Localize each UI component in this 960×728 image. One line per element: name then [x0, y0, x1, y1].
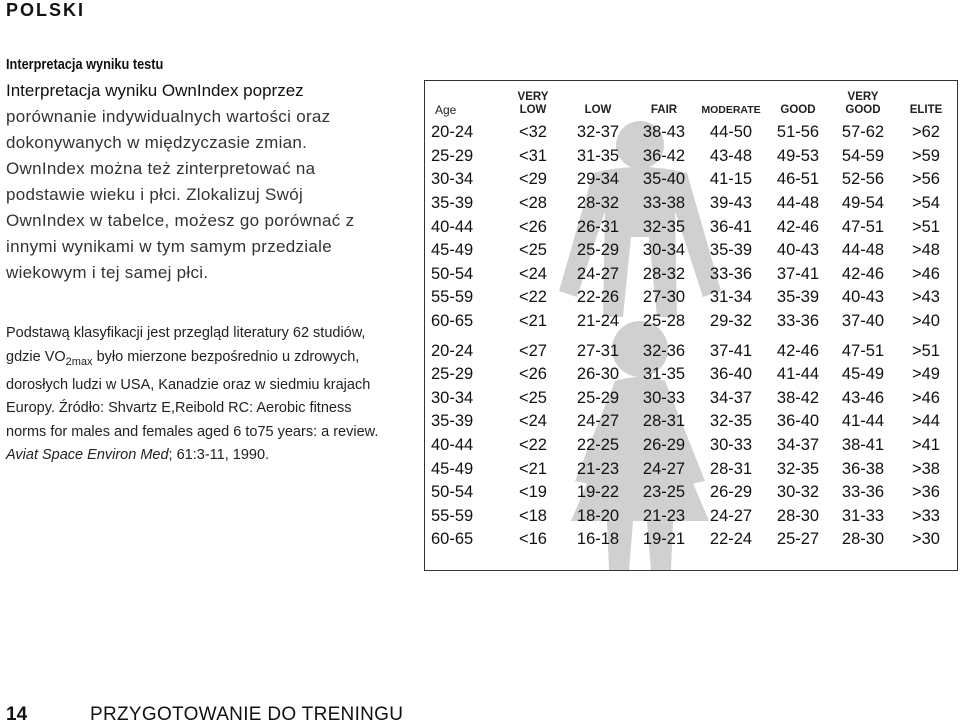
men-norms-body — [425, 121, 957, 333]
norm-value-cell: 19-22 — [576, 483, 620, 502]
age-range-cell: 30-34 — [431, 388, 474, 407]
table-row — [425, 339, 957, 363]
norm-value-cell: 31-35 — [576, 146, 620, 165]
norm-value-cell: 37-41 — [709, 341, 753, 360]
table-header-row — [425, 81, 957, 121]
norm-value-cell: >38 — [912, 459, 940, 478]
norm-value-cell: 38-42 — [776, 388, 820, 407]
norm-value-cell: 26-29 — [642, 436, 686, 455]
norm-value-cell: <25 — [519, 241, 547, 260]
norm-value-cell: 21-23 — [642, 506, 686, 525]
norm-value-cell: 29-32 — [709, 312, 753, 331]
header-low: LOW — [584, 104, 612, 116]
norm-value-cell: >36 — [912, 483, 940, 502]
header-very-low: VERY LOW — [517, 91, 549, 116]
norm-value-cell: <27 — [519, 341, 547, 360]
chapter-title: PRZYGOTOWANIE DO TRENINGU — [90, 704, 404, 725]
age-range-cell: 45-49 — [431, 241, 474, 260]
norm-value-cell: 42-46 — [776, 341, 820, 360]
norm-value-cell: >41 — [912, 436, 940, 455]
norm-value-cell: 38-43 — [642, 123, 686, 142]
norm-value-cell: <26 — [519, 217, 547, 236]
norm-value-cell: 32-37 — [576, 123, 620, 142]
norm-value-cell: 38-41 — [841, 436, 885, 455]
norm-value-cell: 25-28 — [642, 312, 686, 331]
norm-value-cell: 27-31 — [576, 341, 620, 360]
header-fair: FAIR — [650, 104, 678, 116]
age-range-cell: 35-39 — [431, 412, 474, 431]
age-range-cell: 35-39 — [431, 194, 474, 213]
source-text-1: Podstawą klasyfikacji jest przegląd literatury 62 studiów, gdzie VO — [6, 325, 366, 365]
age-range-cell: 40-44 — [431, 436, 474, 455]
norm-value-cell: 35-40 — [642, 170, 686, 189]
norm-value-cell: 26-31 — [576, 217, 620, 236]
age-range-cell: 45-49 — [431, 459, 474, 478]
norm-value-cell: 25-29 — [576, 241, 620, 260]
table-row — [425, 505, 957, 529]
vo2max-subscript: 2max — [65, 355, 93, 368]
norm-value-cell: <24 — [519, 412, 547, 431]
norm-value-cell: 36-40 — [709, 365, 753, 384]
page-number: 14 — [6, 704, 28, 725]
norm-value-cell: 40-43 — [776, 241, 820, 260]
norm-value-cell: 30-33 — [709, 436, 753, 455]
women-norms-body — [425, 339, 957, 551]
age-range-cell: 50-54 — [431, 264, 474, 283]
table-row — [425, 145, 957, 169]
norm-value-cell: 44-48 — [776, 194, 820, 213]
header-very-good: VERY GOOD — [845, 91, 881, 116]
norm-value-cell: 46-51 — [776, 170, 820, 189]
table-row — [425, 481, 957, 505]
norm-value-cell: 28-30 — [776, 506, 820, 525]
norm-value-cell: 49-54 — [841, 194, 885, 213]
norm-value-cell: 26-30 — [576, 365, 620, 384]
norm-value-cell: 42-46 — [776, 217, 820, 236]
norm-value-cell: 36-41 — [709, 217, 753, 236]
norm-value-cell: 47-51 — [841, 217, 885, 236]
norm-value-cell: >62 — [912, 123, 940, 142]
norm-value-cell: 27-30 — [642, 288, 686, 307]
norm-value-cell: <22 — [519, 436, 547, 455]
norm-value-cell: 28-32 — [642, 264, 686, 283]
norm-value-cell: 43-48 — [709, 146, 753, 165]
norm-value-cell: 32-36 — [642, 341, 686, 360]
lead-rest: porównanie indywidualnych wartości oraz dokonywanych w międzyczasie zmian. OwnIndex można też zinterpretować na podstawie wieku i płci. Zlokalizuj Swój OwnIndex w tabelce, możesz go porównać z innymi wynikami w tym samym przedziale wiekowym i tej samej płci. — [6, 107, 355, 282]
vo2-norms-table — [425, 81, 957, 552]
norm-value-cell: 32-35 — [709, 412, 753, 431]
norm-value-cell: >44 — [912, 412, 940, 431]
table-row — [425, 215, 957, 239]
norm-value-cell: 28-30 — [841, 530, 885, 549]
norm-value-cell: 40-43 — [841, 288, 885, 307]
table-row — [425, 310, 957, 334]
table-row — [425, 263, 957, 287]
norm-value-cell: <24 — [519, 264, 547, 283]
norm-value-cell: <26 — [519, 365, 547, 384]
age-range-cell: 55-59 — [431, 288, 474, 307]
table-row — [425, 410, 957, 434]
norm-value-cell: >51 — [912, 341, 940, 360]
age-range-cell: 30-34 — [431, 170, 474, 189]
age-range-cell: 20-24 — [431, 123, 474, 142]
norm-value-cell: >49 — [912, 365, 940, 384]
norm-value-cell: 43-46 — [841, 388, 885, 407]
norm-value-cell: 41-44 — [841, 412, 885, 431]
norm-value-cell: 28-31 — [709, 459, 753, 478]
norm-value-cell: 23-25 — [642, 483, 686, 502]
norm-value-cell: 24-27 — [576, 412, 620, 431]
norm-value-cell: 51-56 — [776, 123, 820, 142]
norm-value-cell: 28-32 — [576, 194, 620, 213]
norm-value-cell: 42-46 — [841, 264, 885, 283]
norm-value-cell: 29-34 — [576, 170, 620, 189]
norm-value-cell: 32-35 — [776, 459, 820, 478]
norm-value-cell: <18 — [519, 506, 547, 525]
norm-value-cell: 31-35 — [642, 365, 686, 384]
norm-value-cell: >33 — [912, 506, 940, 525]
lead-first-line: Interpretacja wyniku OwnIndex poprzez — [6, 81, 304, 100]
norm-value-cell: <21 — [519, 312, 547, 331]
norm-value-cell: 22-26 — [576, 288, 620, 307]
section-title: Interpretacja wyniku testu — [6, 56, 164, 73]
norm-value-cell: 30-32 — [776, 483, 820, 502]
age-range-cell: 20-24 — [431, 341, 474, 360]
norm-value-cell: 33-38 — [642, 194, 686, 213]
norm-value-cell: 21-24 — [576, 312, 620, 331]
norm-value-cell: 35-39 — [776, 288, 820, 307]
norm-value-cell: 36-38 — [841, 459, 885, 478]
norm-value-cell: 24-27 — [709, 506, 753, 525]
header-age: Age — [435, 103, 457, 117]
lead-paragraph — [6, 78, 386, 286]
norm-value-cell: 44-48 — [841, 241, 885, 260]
header-elite: ELITE — [909, 104, 943, 116]
norm-value-cell: 30-33 — [642, 388, 686, 407]
norm-value-cell: 34-37 — [776, 436, 820, 455]
norm-value-cell: 19-21 — [642, 530, 686, 549]
norm-value-cell: 37-40 — [841, 312, 885, 331]
norm-value-cell: <32 — [519, 123, 547, 142]
table-row — [425, 192, 957, 216]
header-moderate: MODERATE — [701, 104, 761, 116]
norm-value-cell: 22-24 — [709, 530, 753, 549]
norm-value-cell: >54 — [912, 194, 940, 213]
norm-value-cell: 39-43 — [709, 194, 753, 213]
norm-value-cell: >30 — [912, 530, 940, 549]
fitness-norms-table-panel — [424, 80, 958, 571]
norm-value-cell: 22-25 — [576, 436, 620, 455]
norm-value-cell: >46 — [912, 264, 940, 283]
norm-value-cell: 24-27 — [642, 459, 686, 478]
norm-value-cell: <31 — [519, 146, 547, 165]
age-range-cell: 60-65 — [431, 312, 474, 331]
norm-value-cell: 31-33 — [841, 506, 885, 525]
journal-name: Aviat Space Environ Med — [6, 447, 169, 464]
table-row — [425, 363, 957, 387]
norm-value-cell: >46 — [912, 388, 940, 407]
age-range-cell: 55-59 — [431, 506, 474, 525]
age-range-cell: 60-65 — [431, 530, 474, 549]
table-row — [425, 387, 957, 411]
norm-value-cell: <22 — [519, 288, 547, 307]
norm-value-cell: 32-35 — [642, 217, 686, 236]
table-row — [425, 457, 957, 481]
table-row — [425, 239, 957, 263]
norm-value-cell: 41-15 — [709, 170, 753, 189]
table-row — [425, 434, 957, 458]
norm-value-cell: 36-40 — [776, 412, 820, 431]
norm-value-cell: 57-62 — [841, 123, 885, 142]
norm-value-cell: 24-27 — [576, 264, 620, 283]
norm-value-cell: 25-29 — [576, 388, 620, 407]
norm-value-cell: 49-53 — [776, 146, 820, 165]
norm-value-cell: 41-44 — [776, 365, 820, 384]
table-row — [425, 286, 957, 310]
norm-value-cell: <25 — [519, 388, 547, 407]
norm-value-cell: 33-36 — [709, 264, 753, 283]
norm-value-cell: <16 — [519, 530, 547, 549]
norm-value-cell: 37-41 — [776, 264, 820, 283]
source-text-2: było mierzone bezpośrednio u zdrowych, dorosłych ludzi w USA, Kanadzie oraz w siedmiu krajach Europy. Źródło: Shvartz E,Reibold RC: Aerobic fitness norms for males and females aged 6 to75 years: a review. — [6, 348, 379, 440]
header-good: GOOD — [780, 104, 816, 116]
norm-value-cell: >43 — [912, 288, 940, 307]
norm-value-cell: <21 — [519, 459, 547, 478]
norm-value-cell: 28-31 — [642, 412, 686, 431]
norm-value-cell: >59 — [912, 146, 940, 165]
norm-value-cell: 25-27 — [776, 530, 820, 549]
norm-value-cell: 26-29 — [709, 483, 753, 502]
norm-value-cell: 30-34 — [642, 241, 686, 260]
norm-value-cell: 31-34 — [709, 288, 753, 307]
norm-value-cell: 35-39 — [709, 241, 753, 260]
norm-value-cell: >51 — [912, 217, 940, 236]
norm-value-cell: 34-37 — [709, 388, 753, 407]
norm-value-cell: 16-18 — [576, 530, 620, 549]
norm-value-cell: 21-23 — [576, 459, 620, 478]
norm-value-cell: 52-56 — [841, 170, 885, 189]
norm-value-cell: >40 — [912, 312, 940, 331]
language-header: POLSKI — [6, 0, 86, 20]
age-range-cell: 40-44 — [431, 217, 474, 236]
norm-value-cell: 33-36 — [776, 312, 820, 331]
norm-value-cell: <19 — [519, 483, 547, 502]
norm-value-cell: 54-59 — [841, 146, 885, 165]
norm-value-cell: 36-42 — [642, 146, 686, 165]
norm-value-cell: <28 — [519, 194, 547, 213]
table-row — [425, 168, 957, 192]
age-range-cell: 50-54 — [431, 483, 474, 502]
norm-value-cell: >56 — [912, 170, 940, 189]
norm-value-cell: 47-51 — [841, 341, 885, 360]
norm-value-cell: 33-36 — [841, 483, 885, 502]
table-row — [425, 528, 957, 552]
norm-value-cell: 45-49 — [841, 365, 885, 384]
age-range-cell: 25-29 — [431, 146, 474, 165]
norm-value-cell: 18-20 — [576, 506, 620, 525]
source-text-3: ; 61:3-11, 1990. — [168, 447, 270, 464]
norm-value-cell: 44-50 — [709, 123, 753, 142]
age-range-cell: 25-29 — [431, 365, 474, 384]
table-row — [425, 121, 957, 145]
norm-value-cell: >48 — [912, 241, 940, 260]
source-paragraph — [6, 322, 386, 468]
norm-value-cell: <29 — [519, 170, 547, 189]
